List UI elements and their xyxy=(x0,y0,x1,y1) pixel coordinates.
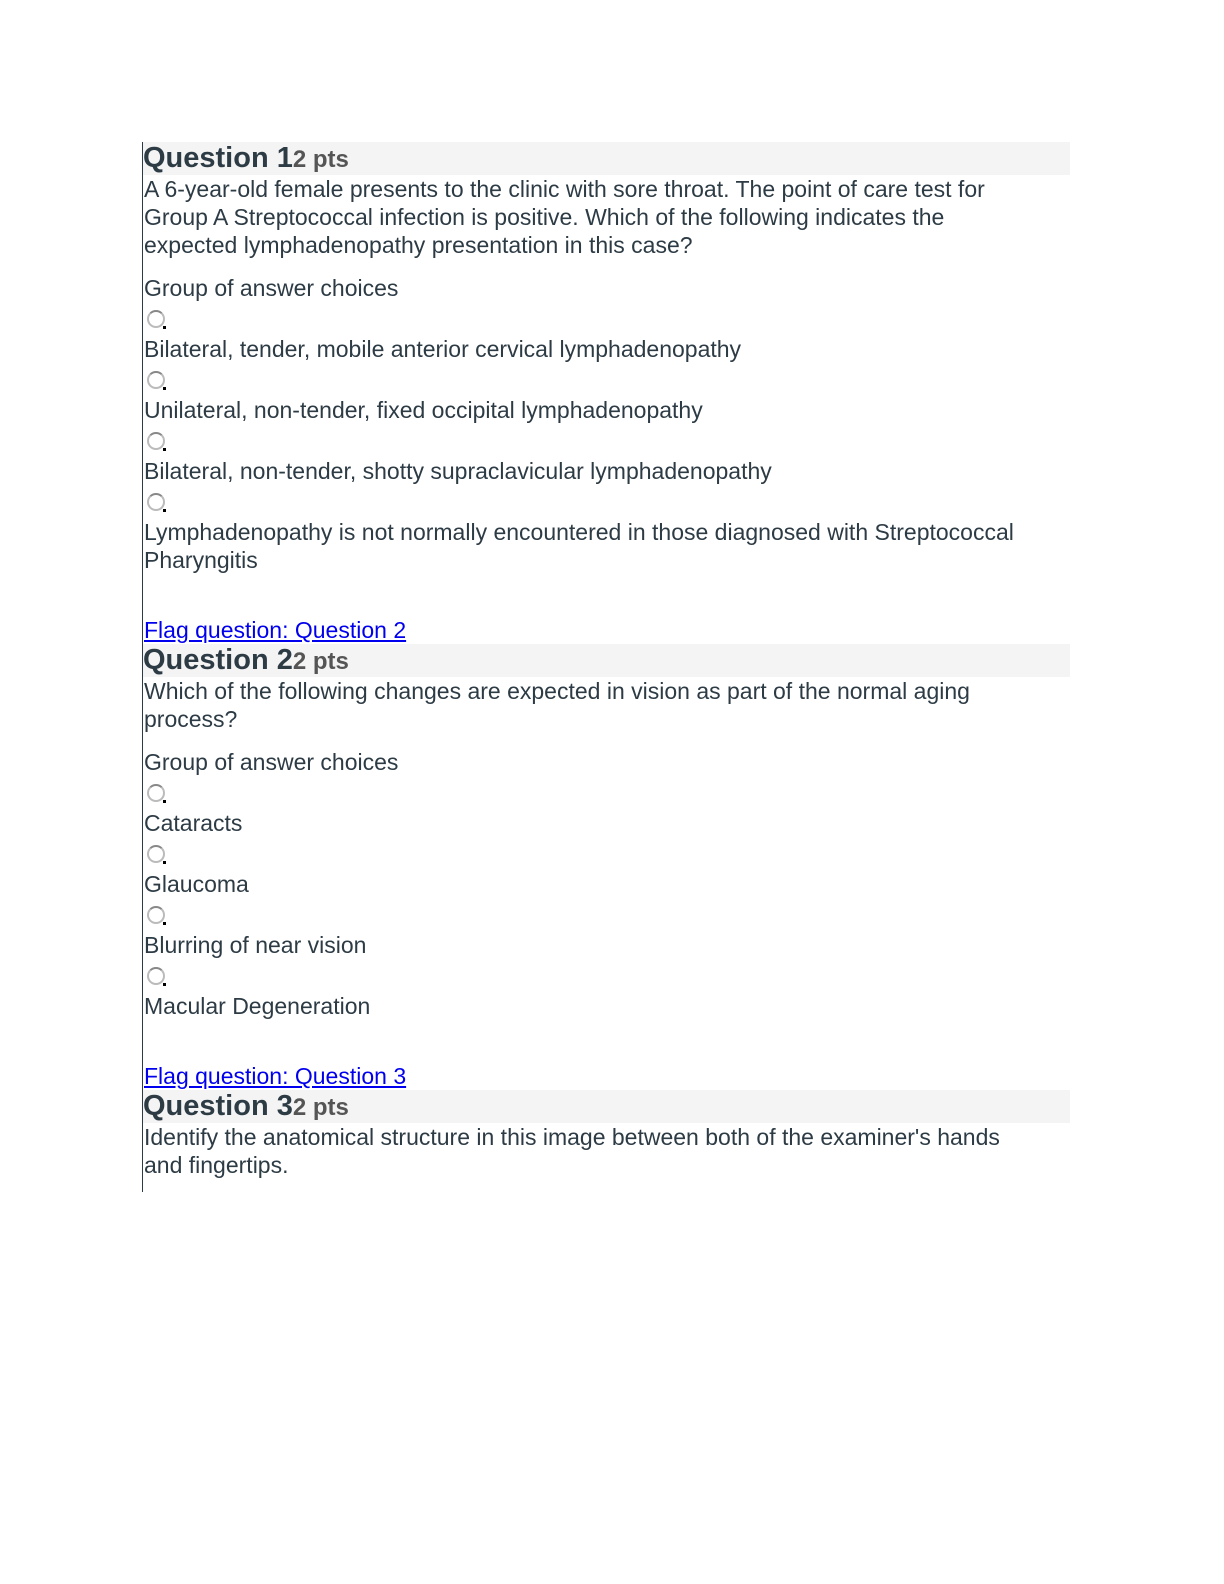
answer-group-label: Group of answer choices xyxy=(144,275,399,301)
answer-choice[interactable]: Cataracts xyxy=(144,810,243,836)
question-text: Identify the anatomical structure in this image between both of the examiner's hands and fingertips. xyxy=(144,1124,1000,1178)
answer-choice[interactable]: Blurring of near vision xyxy=(144,932,367,958)
answer-choice[interactable]: Unilateral, non-tender, fixed occipital lymphadenopathy xyxy=(144,397,703,423)
question-points: 2 pts xyxy=(292,1094,349,1121)
radio-button[interactable] xyxy=(147,371,165,389)
quiz-content xyxy=(142,142,1070,1192)
answer-choice[interactable]: Macular Degeneration xyxy=(144,993,371,1019)
flag-question-3-link[interactable]: Flag question: Question 3 xyxy=(144,1063,407,1089)
radio-button[interactable] xyxy=(147,967,165,985)
question-points: 2 pts xyxy=(292,146,349,173)
question-1-header xyxy=(143,142,1070,175)
question-text: Which of the following changes are expected in vision as part of the normal aging process? xyxy=(144,678,970,732)
radio-button[interactable] xyxy=(147,493,165,511)
radio-button[interactable] xyxy=(147,432,165,450)
flag-question-2-link[interactable]: Flag question: Question 2 xyxy=(144,617,407,643)
question-3-header xyxy=(143,1090,1070,1123)
question-text: A 6-year-old female presents to the clinic with sore throat. The point of care test for Group A Streptococcal infection is positive. Which of the following indicates the expected lymphadenopathy presentation in this case? xyxy=(144,176,985,258)
answer-choice[interactable]: Glaucoma xyxy=(144,871,249,897)
question-title: Question 2 xyxy=(143,644,293,676)
radio-button[interactable] xyxy=(147,310,165,328)
answer-choice[interactable]: Bilateral, non-tender, shotty supraclavicular lymphadenopathy xyxy=(144,458,772,484)
answer-group-label: Group of answer choices xyxy=(144,749,399,775)
answer-choice[interactable]: Bilateral, tender, mobile anterior cervical lymphadenopathy xyxy=(144,336,742,362)
question-title: Question 3 xyxy=(143,1090,293,1122)
question-points: 2 pts xyxy=(292,648,349,675)
question-title: Question 1 xyxy=(143,142,293,174)
radio-button[interactable] xyxy=(147,784,165,802)
answer-choice[interactable]: Lymphadenopathy is not normally encountered in those diagnosed with Streptococcal Pharyngitis xyxy=(144,519,1014,573)
radio-button[interactable] xyxy=(147,906,165,924)
radio-button[interactable] xyxy=(147,845,165,863)
question-2-header xyxy=(143,644,1070,677)
